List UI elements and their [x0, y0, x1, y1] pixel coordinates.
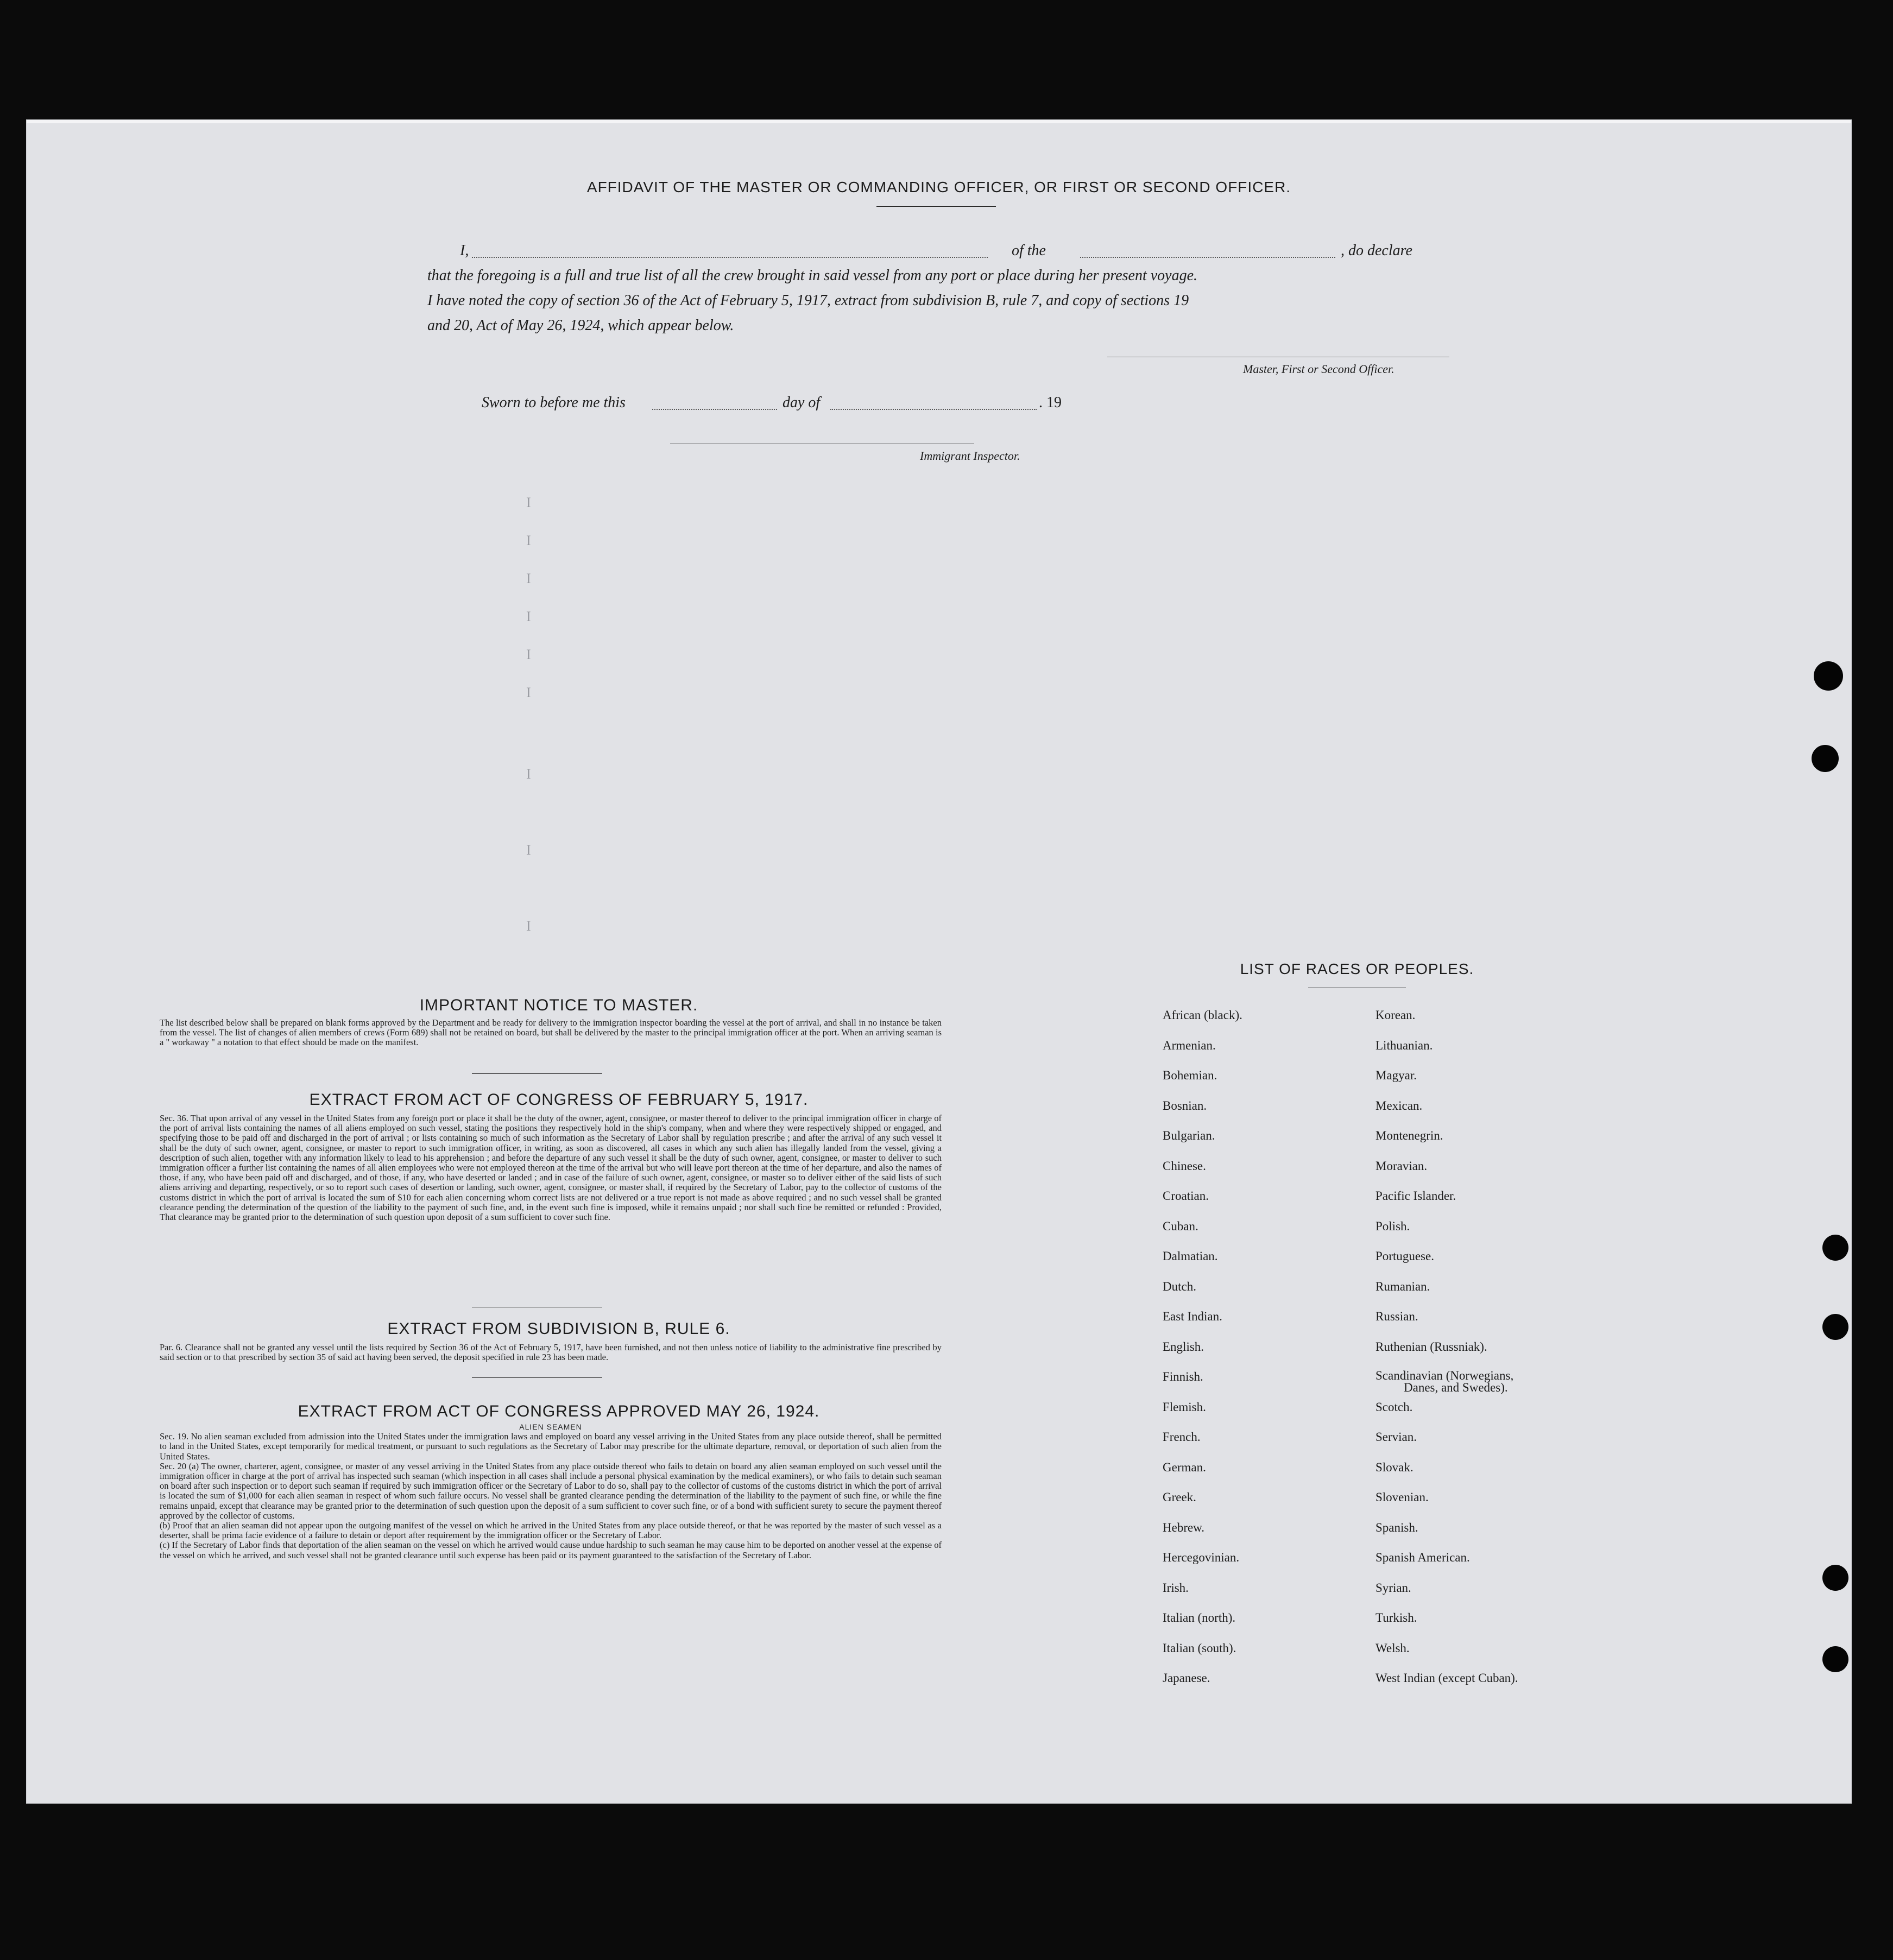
race-item: West Indian (except Cuban). [1375, 1671, 1518, 1685]
race-item: Spanish. [1375, 1520, 1418, 1534]
race-item: Flemish. [1163, 1400, 1206, 1414]
affidavit-line-4: and 20, Act of May 26, 1924, which appear below. [427, 317, 734, 334]
race-item: Bulgarian. [1163, 1129, 1215, 1142]
bleed-through-mark: I [526, 571, 531, 586]
divider-rule [472, 1073, 602, 1074]
race-item-continuation: Danes, and Swedes). [1404, 1381, 1508, 1394]
race-item: Portuguese. [1375, 1249, 1434, 1263]
affidavit-line-2: that the foregoing is a full and true list of all the crew brought in said vessel from any port or place during her present voyage. [427, 267, 1198, 284]
subdivision-title: EXTRACT FROM SUBDIVISION B, RULE 6. [387, 1320, 730, 1338]
race-item: Croatian. [1163, 1189, 1209, 1203]
extract-1917-paragraph: Sec. 36. That upon arrival of any vessel in the United States from any foreign port or place it shall be the duty of the owner, agent, consignee, or master thereof to deliver to the principal immigration officer in charge of the port of arrival lists containing the names of all aliens employed on such vessel, stating the positions they respectively hold in the ship's company, when and where they were respectively shipped or engaged, and specifying those to be paid off and discharged in the port of arrival ; or lists containing so much of such information as the Secretary of Labor shall by regulation prescribe ; and after the arrival of any such vessel it shall be the duty of such owner, agent, consignee, or master to report to such immigration officer, in writing, as soon as discovered, all cases in which any such alien has illegally landed from the vessel, giving a description of such alien, together with any information likely to lead to his apprehension ; and before the departure of any such vessel it shall be the duty of such owner, agent, consignee, or master to deliver to such immigration officer a further list containing the names of all alien employees who were not employed thereon at the time of the arrival but who will leave port thereon at the time of her departure, and also the names of those, if any, who have been paid off and discharged, and of those, if any, who have deserted or landed ; and in case of the failure of such owner, agent, consignee, or master so to deliver either of the said lists of such aliens arriving and departing, respectively, or so to report such cases of desertion or landing, such owner, agent, consignee, or master shall, if required by the Secretary of Labor, pay to the collector of customs of the customs district in which the port of arrival is located the sum of $10 for each alien concerning whom correct lists are not delivered or a true report is not made as above required ; and no such vessel shall be granted clearance pending the determination of the question of the liability to the payment of such fine, and, in the event such fine is imposed, while it remains unpaid ; nor shall such fine be remitted or refunded : Provided, That clearance may be granted prior to the determination of such question upon deposit of a sum sufficient to cover such fine. [160, 1113, 942, 1223]
inspector-caption: Immigrant Inspector. [920, 449, 1020, 463]
punch-hole [1822, 1646, 1848, 1672]
sworn-day-blank [652, 409, 777, 410]
race-item: Russian. [1375, 1310, 1418, 1323]
punch-hole [1822, 1565, 1848, 1591]
race-item: Armenian. [1163, 1038, 1216, 1052]
vessel-blank [1080, 257, 1335, 258]
document-page [26, 119, 1852, 1804]
race-item: Lithuanian. [1375, 1038, 1433, 1052]
race-item: Bohemian. [1163, 1068, 1217, 1082]
race-item: East Indian. [1163, 1310, 1222, 1323]
extract-1924-title: EXTRACT FROM ACT OF CONGRESS APPROVED MAY 26, 1924. [298, 1402, 820, 1420]
punch-hole [1814, 661, 1843, 691]
race-item: Servian. [1375, 1430, 1417, 1444]
bleed-through-mark: I [526, 766, 531, 782]
races-left-column [1163, 1008, 1242, 1702]
master-caption: Master, First or Second Officer. [1243, 362, 1394, 376]
sworn-text: Sworn to before me this [482, 394, 626, 411]
race-item: German. [1163, 1460, 1206, 1474]
race-item: African (black). [1163, 1008, 1242, 1022]
notice-text [160, 1018, 942, 1048]
affidavit-i-label: I, [460, 242, 469, 259]
page-edge [27, 120, 1851, 123]
bleed-through-mark: I [526, 685, 531, 700]
year-text: . 19 [1039, 394, 1062, 411]
race-item-line: Scandinavian (Norwegians, [1375, 1369, 1514, 1382]
punch-hole [1812, 745, 1839, 772]
sec-20a-paragraph: Sec. 20 (a) The owner, charterer, agent, consignee, or master of any vessel arriving in the United States from any place outside thereof who fails to detain on board any alien seaman employed on such vessel until the immigration officer in charge at the port of arrival has inspected such seaman (which inspection in all cases shall include a personal physical examination by the medical examiners), or who fails to detain such seaman on board after such inspection or to deport such seaman if required by such immigration officer or the Secretary of Labor to do so, shall pay to the collector of customs of the customs district in which the port of arrival is located the sum of $1,000 for each alien seaman in respect of whom such failure occurs. No vessel shall be granted clearance pending the determination of the liability to the payment of such fine, or while the fine remains unpaid, except that clearance may be granted prior to the determination of such question upon the deposit of a sum sufficient to cover such fine, or of a bond with sufficient surety to secure the payment thereof approved by the collector of customs. [160, 1460, 942, 1521]
race-item: Cuban. [1163, 1219, 1198, 1233]
race-item: Rumanian. [1375, 1279, 1430, 1293]
races-right-column [1375, 1008, 1518, 1702]
race-item: French. [1163, 1430, 1201, 1444]
notice-title: IMPORTANT NOTICE TO MASTER. [419, 996, 698, 1014]
sec-20c-paragraph: (c) If the Secretary of Labor finds that deportation of the alien seaman on the vessel on which he arrived would cause undue hardship to such seaman he may cause him to be deported on another vessel at the expense of the vessel on which he arrived, and such vessel shall not be granted clearance until such expense has been paid or its payment guaranteed to the satisfaction of the Secretary of Labor. [160, 1540, 942, 1560]
race-item: Greek. [1163, 1490, 1196, 1504]
bleed-through-mark: I [526, 842, 531, 858]
race-item: Spanish American. [1375, 1551, 1470, 1564]
extract-1924-text [160, 1422, 942, 1560]
race-item: Dutch. [1163, 1279, 1196, 1293]
race-item: English. [1163, 1339, 1204, 1354]
race-item: Scotch. [1375, 1400, 1413, 1414]
extract-1917-title: EXTRACT FROM ACT OF CONGRESS OF FEBRUARY 5, 1917. [309, 1091, 809, 1109]
title-rule [876, 206, 996, 207]
subdivision-text [160, 1343, 942, 1362]
race-item: Chinese. [1163, 1159, 1206, 1173]
subdivision-paragraph: Par. 6. Clearance shall not be granted any vessel until the lists required by Section 36 of the Act of February 5, 1917, have been furnished, and not then unless notice of liability to the administrative fine prescribed by said section or to that prescribed by section 35 of said act having been served, the deposit specified in rule 23 has been made. [160, 1342, 942, 1363]
sworn-month-blank [830, 409, 1037, 410]
bleed-through-mark: I [526, 647, 531, 662]
bleed-through-mark: I [526, 609, 531, 624]
affidavit-declare: , do declare [1341, 242, 1412, 259]
race-item: Moravian. [1375, 1159, 1428, 1173]
bleed-through-mark: I [526, 533, 531, 548]
affidavit-line-3: I have noted the copy of section 36 of the Act of February 5, 1917, extract from subdivision B, rule 7, and copy of sections 19 [427, 292, 1189, 309]
divider-rule [472, 1377, 602, 1378]
punch-hole [1822, 1314, 1848, 1340]
race-item: Welsh. [1375, 1641, 1410, 1655]
extract-1917-text [160, 1114, 942, 1222]
race-item: Magyar. [1375, 1068, 1417, 1082]
alien-seamen-subtitle: ALIEN SEAMEN [519, 1422, 582, 1431]
race-item: Pacific Islander. [1375, 1189, 1456, 1203]
race-item [1375, 1370, 1518, 1400]
race-item: Bosnian. [1163, 1098, 1207, 1112]
race-item: Finnish. [1163, 1370, 1203, 1383]
bleed-through-mark: I [526, 495, 531, 510]
race-item: Polish. [1375, 1219, 1410, 1233]
race-item: Hebrew. [1163, 1520, 1205, 1534]
race-item: Turkish. [1375, 1611, 1417, 1624]
sec-19-paragraph: Sec. 19. No alien seaman excluded from admission into the United States under the immigration laws and employed on board any vessel arriving in the United States from any place outside thereof, shall be permitted to land in the United States, except temporarily for medical treatment, or pursuant to such regulations as the Secretary of Labor may prescribe for the ultimate departure, removal, or deportation of such alien from the United States. [160, 1431, 942, 1462]
name-blank [472, 257, 988, 258]
race-item: Syrian. [1375, 1580, 1411, 1595]
race-item: Italian (north). [1163, 1611, 1236, 1624]
punch-hole [1822, 1235, 1848, 1261]
notice-paragraph: The list described below shall be prepared on blank forms approved by the Department and be ready for delivery to the immigration inspector boarding the vessel at the port of arrival, and shall in no instance be taken from the vessel. The list of changes of alien members of crews (Form 689) shall not be retained on board, but shall be delivered by the master to the principal immigration officer at the port. When an arriving seaman is a " workaway " a notation to that effect should be made on the manifest. [160, 1017, 942, 1048]
race-item: Hercegovinian. [1163, 1551, 1240, 1564]
affidavit-of-the: of the [1012, 242, 1046, 259]
sec-20b-paragraph: (b) Proof that an alien seaman did not appear upon the outgoing manifest of the vessel on which he arrived in the United States from any place outside thereof, or that he was reported by the master of such vessel as a deserter, shall be prima facie evidence of a failure to detain or deport after requirement by the immigration officer or the Secretary of Labor. [160, 1520, 942, 1541]
race-item: Italian (south). [1163, 1641, 1236, 1655]
race-item: Japanese. [1163, 1671, 1210, 1685]
bleed-through-mark: I [526, 918, 531, 934]
race-item: Mexican. [1375, 1098, 1423, 1112]
race-item: Ruthenian (Russniak). [1375, 1339, 1487, 1354]
race-item: Dalmatian. [1163, 1249, 1218, 1263]
race-item: Montenegrin. [1375, 1129, 1443, 1142]
races-title: LIST OF RACES OR PEOPLES. [1240, 960, 1474, 977]
race-item: Slovenian. [1375, 1490, 1429, 1504]
race-item: Slovak. [1375, 1460, 1414, 1474]
race-item: Korean. [1375, 1008, 1416, 1022]
day-of-text: day of [783, 394, 821, 411]
race-item: Irish. [1163, 1580, 1189, 1595]
affidavit-title: AFFIDAVIT OF THE MASTER OR COMMANDING OFFICER, OR FIRST OR SECOND OFFICER. [586, 179, 1291, 195]
